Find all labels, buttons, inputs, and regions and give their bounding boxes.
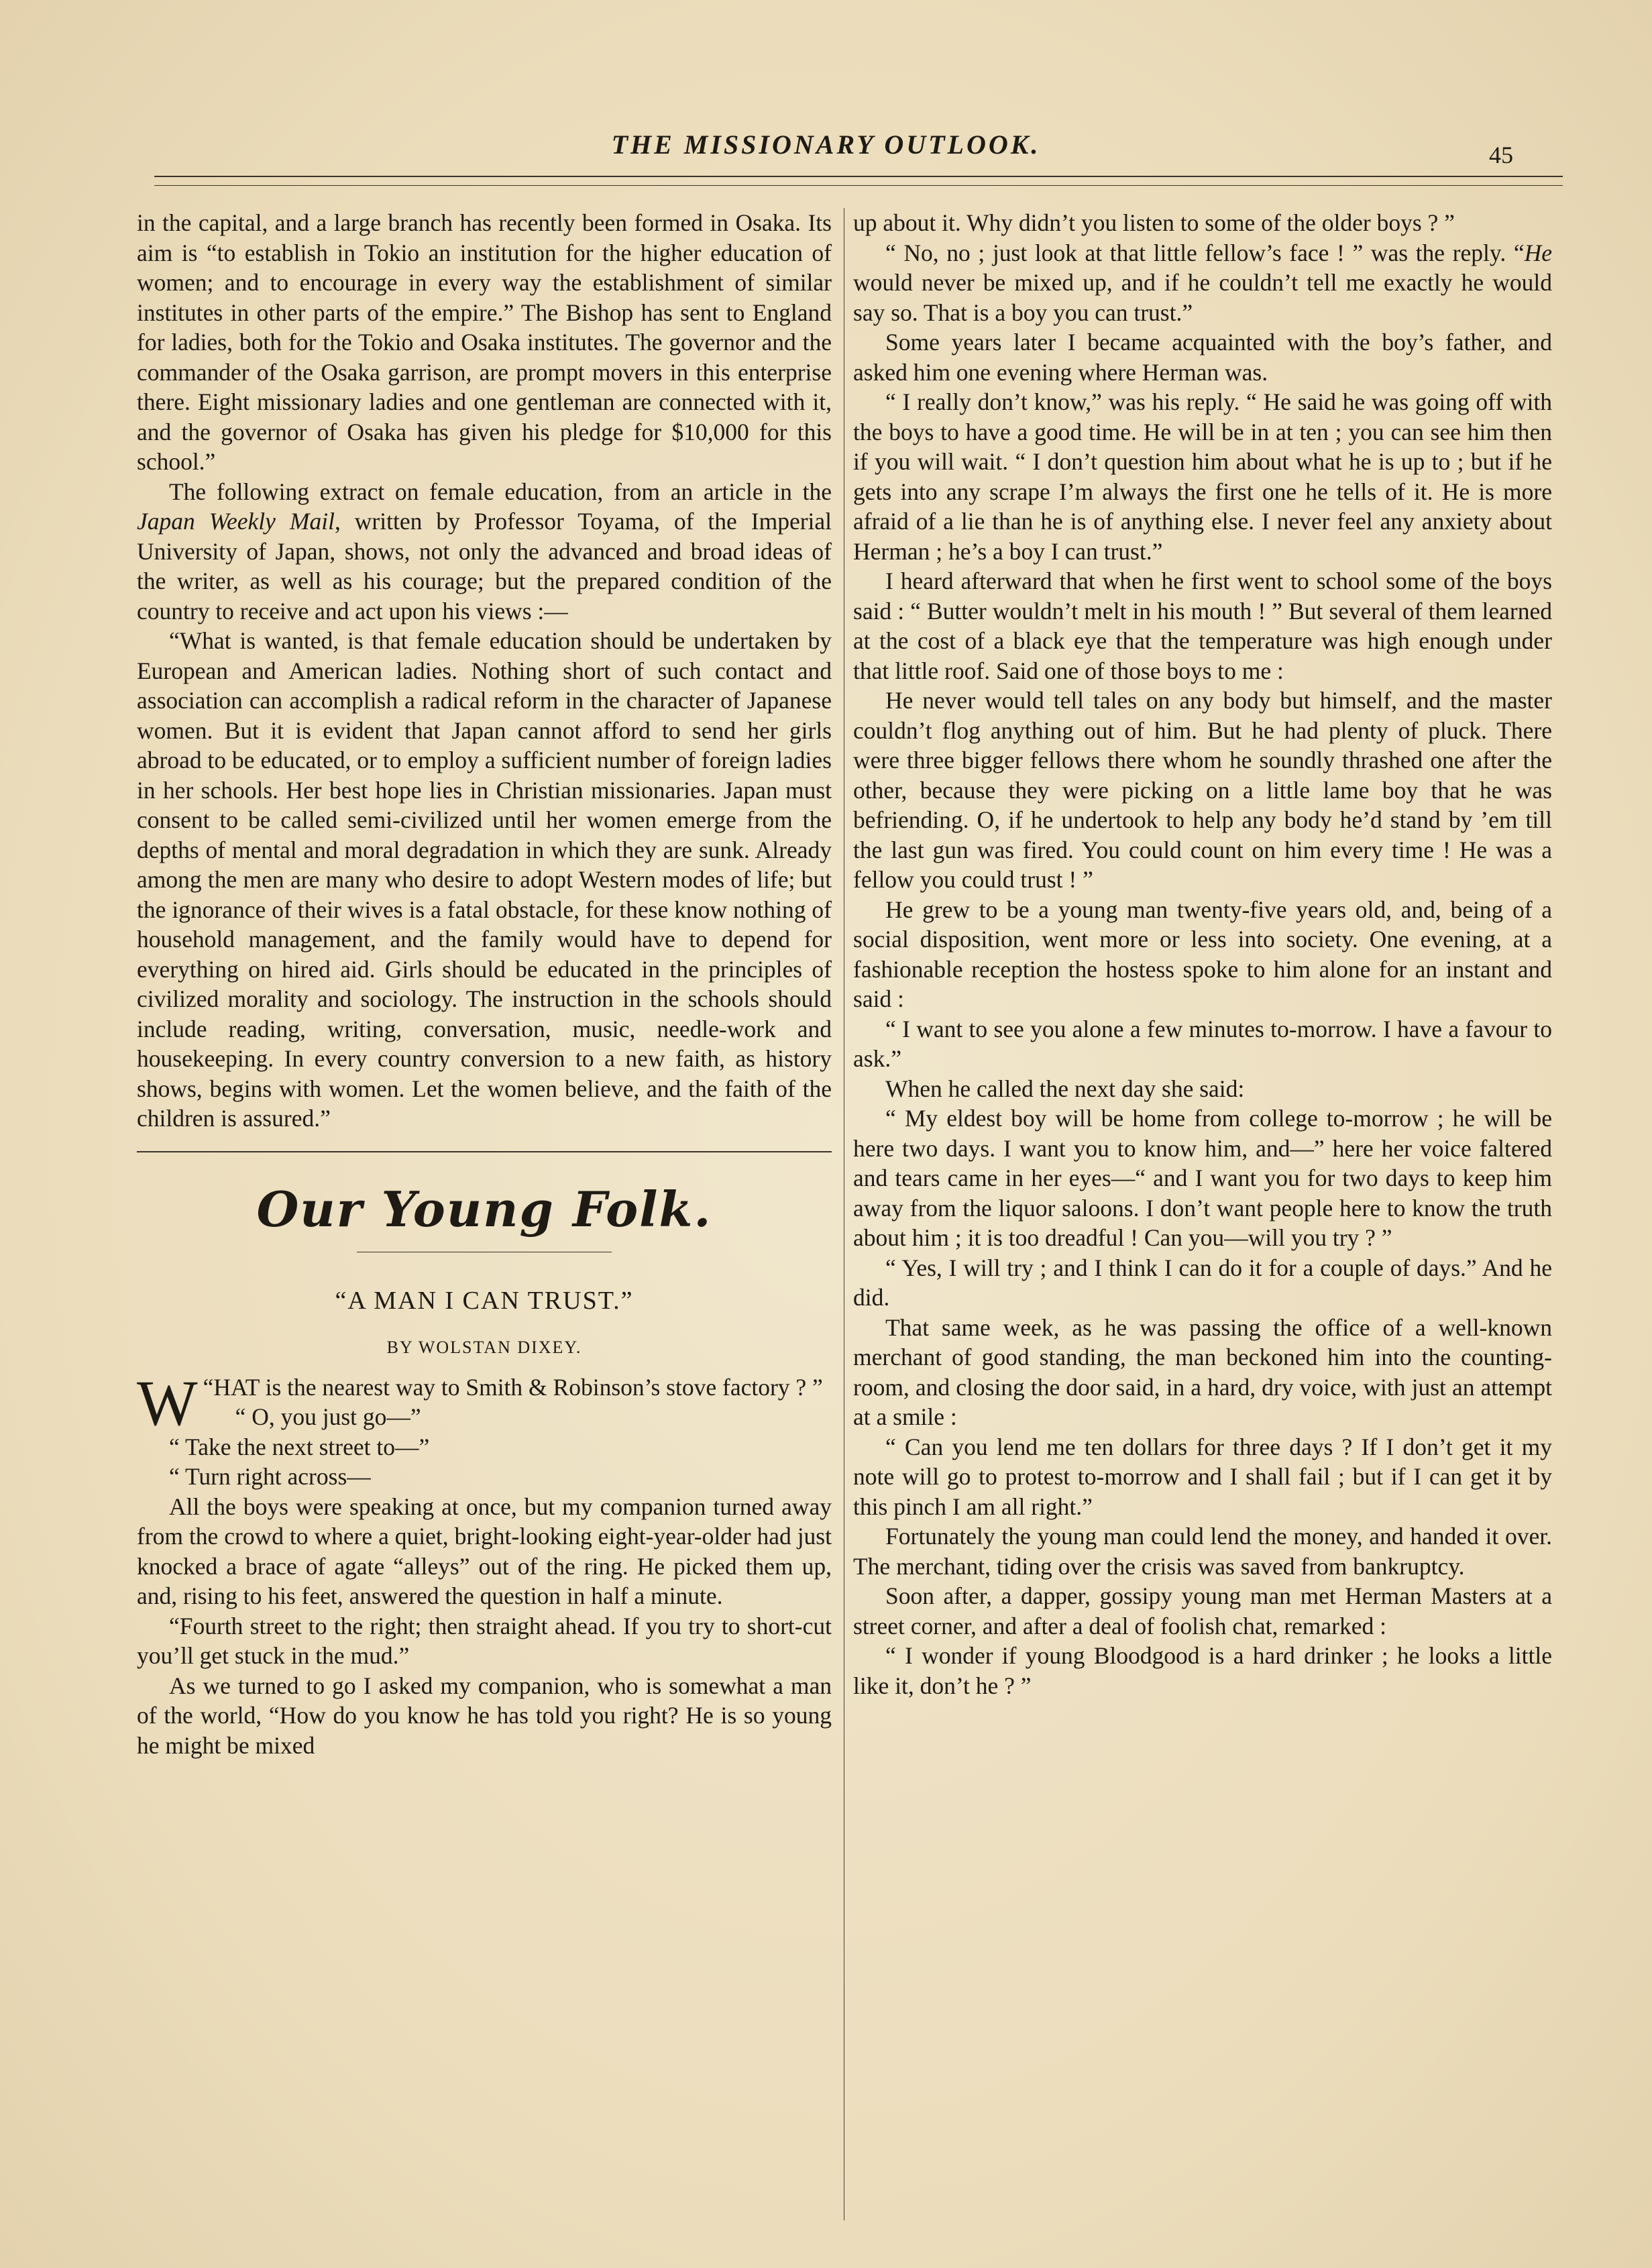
paragraph: Soon after, a dapper, gossipy young man met Herman Masters at a street corner, and after a deal of foolish chat, remarked : [853,1582,1552,1639]
paragraph: He never would tell tales on any body but himself, and the master couldn’t flog anything out of him. But he had plenty of pluck. There were three bigger fellows there whom he soundly thrashed one after the other, because they were picking on a little lame boy that he was befriending. O, if he undertook to help any body he’d stand by ’em till the last gun was fired. You could count on him every time ! He was a fellow you could trust ! ” [853,687,1552,893]
paragraph [853,238,1552,328]
paragraph: “ Take the next street to—” [169,1433,430,1460]
paragraph: “ Can you lend me ten dollars for three days ? If I don’t get it my note will go to protest to-morrow and I shall fail ; but if I can get it by this pinch I am all right.” [853,1433,1552,1520]
text-span: “ No, no ; just look at that little fellow’s face ! ” was the reply. “ [885,239,1525,266]
paragraph: When he called the next day she said: [885,1075,1245,1102]
paragraph: Some years later I became acquainted with the boy’s father, and asked him one evening where Herman was. [853,329,1552,386]
right-column [853,208,1552,1700]
text-span: The following extract on female education, from an article in the [169,478,832,505]
paragraph: “Fourth street to the right; then straight ahead. If you try to short-cut you’ll get stuck in the mud.” [137,1612,832,1669]
paragraph: He grew to be a young man twenty-five years old, and, being of a social disposition, went more or less into society. One evening, at a fashionable reception the hostess spoke to him alone for an instant and said : [853,896,1552,1012]
open-quote: “ [203,1373,214,1401]
paragraph [137,477,832,627]
text-span: would never be mixed up, and if he couldn’t tell me exactly he would say so. That is a boy you can trust.” [853,269,1552,326]
paragraph: “ I wonder if young Bloodgood is a hard drinker ; he looks a little like it, don’t he ? ” [853,1642,1552,1699]
header-rule [154,176,1563,177]
paragraph: “ I want to see you alone a few minutes to-morrow. I have a favour to ask.” [853,1015,1552,1072]
left-column [137,208,832,1760]
emphasis: He [1524,239,1552,266]
drop-cap: W [137,1366,198,1439]
paragraph: As we turned to go I asked my companion, who is somewhat a man of the world, “How do you know he has told you right? He is so young he might be mixed [137,1672,832,1759]
paragraph: All the boys were speaking at once, but my companion turned away from the crowd to where a quiet, bright-looking eight-year-older had just knocked a brace of agate “alleys” out of the ring. He picked them up, and, rising to his feet, answered the question in half a minute. [137,1493,832,1609]
paragraph: in the capital, and a large branch has recently been formed in Osaka. Its aim is “to establish in Tokio an institution for the higher education of women; and to encourage in every way the establishment of similar institutes in other parts of the empire.” The Bishop has sent to England for ladies, both for the Tokio and Osaka institutes. The governor and the commander of the Osaka garrison, are prompt movers in this enterprise there. Eight missionary ladies and one gentleman are connected with it, and the governor of Osaka has given his pledge for $10,000 for this school.” [137,209,832,475]
section-divider [137,1151,832,1152]
paragraph: “ My eldest boy will be home from college to-morrow ; he will be here two days. I want you to know him, and—” here her voice faltered and tears came in her eyes—“ and I want you for two days to keep him away from the liquor saloons. I don’t want people here to know the truth about him ; it is too dreadful ! Can you—will you try ? ” [853,1105,1552,1251]
story-title: “A MAN I CAN TRUST.” [335,1286,634,1315]
story-author: BY WOLSTAN DIXEY. [386,1338,582,1357]
paragraph: I heard afterward that when he first went to school some of the boys said : “ Butter wouldn’t melt in his mouth ! ” But several of them learned at the cost of a black eye that the temperature was high enough under that little roof. Said one of those boys to me : [853,568,1552,684]
paragraph: That same week, as he was passing the office of a well-known merchant of good standing, the man beckoned him into the counting-room, and closing the door said, in a hard, dry voice, with just an attempt at a smile : [853,1313,1552,1430]
running-header-title: THE MISSIONARY OUTLOOK. [611,129,1041,160]
header-rule-thin [154,185,1563,186]
section-heading: Our Young Folk. [256,1180,712,1238]
paragraph: “ Yes, I will try ; and I think I can do it for a couple of days.” And he did. [853,1254,1552,1311]
paragraph: Fortunately the young man could lend the money, and handed it over. The merchant, tiding over the crisis was saved from bankruptcy. [853,1523,1552,1580]
publication-title: Japan Weekly Mail [137,508,335,535]
quoted-extract: “What is wanted, is that female education should be undertaken by European and American ladies. Nothing short of such contact and association can accomplish a radical reform in the character of Japanese women. But it is evident that Japan cannot afford to send her girls abroad to be educated, or to employ a sufficient number of foreign ladies in her schools. Her best hope lies in Christian missionaries. Japan must consent to be called semi-civilized until her women emerge from the depths of mental and moral degradation in which they are sunk. Already among the men are many who desire to adopt Western modes of life; but the ignorance of their wives is a fatal obstacle, for these know nothing of household management, and the family would have to depend for everything on hired aid. Girls should be educated in the principles of civilized morality and sociology. The instruction in the schools should include reading, writing, conversation, music, needle-work and housekeeping. In every country conversion to a new faith, as history shows, begins with women. Let the women believe, and the faith of the children is assured.” [137,627,832,1132]
text-span: , written by Professor Toyama, of the Imperial University of Japan, shows, not only the advanced and broad ideas of the writer, as well as his courage; but the prepared condition of the country to receive and act upon his views :— [137,508,832,625]
paragraph: up about it. Why didn’t you listen to some of the older boys ? ” [853,209,1455,236]
text-span: HAT is the nearest way to Smith & Robinson’s stove factory ? ” [213,1373,823,1401]
paragraph: “ O, you just go—” [235,1403,421,1430]
paragraph: “ Turn right across— [169,1463,371,1490]
paragraph: “ I really don’t know,” was his reply. “ He said he was going off with the boys to have a good time. He will be in at ten ; you can see him then if you will wait. “ I don’t question him about what he is up to ; but if he gets into any scrape I’m always the first one he tells of it. He is more afraid of a lie than he is of anything else. I never feel any anxiety about Herman ; he’s a boy I can trust.” [853,388,1552,565]
page-number: 45 [1489,142,1513,168]
